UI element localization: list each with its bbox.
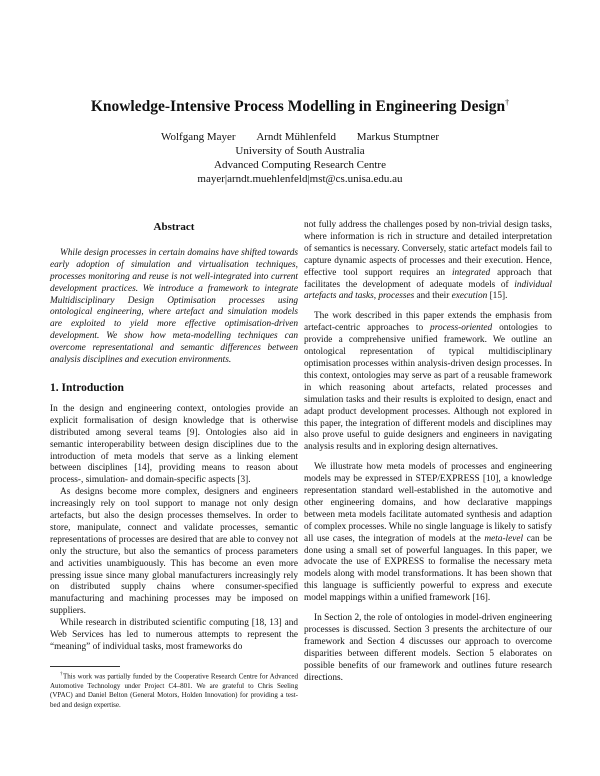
author-email: mayer|arndt.muehlenfeld|mst@cs.unisa.edu.au <box>197 173 403 185</box>
intro-paragraph: While research in distributed scientific computing [18, 13] and Web Services has led to numerous attempts to represent the “meaning” of individual tasks, most frameworks do <box>50 618 298 652</box>
intro-paragraph: In the design and engineering context, ontologies provide an explicit formalisation of design knowledge that is otherwise distributed among several teams [9]. Ontologies also aid in semantic interoperability between design disciplines due to the introduction of meta models that serve as a linking element between disciplines [14], providing means to reason about process-, simulation- and domain-specific aspects [3]. <box>50 403 298 486</box>
paper-title: Knowledge-Intensive Process Modelling in Engineering Design† <box>90 98 510 116</box>
author-names <box>0 130 600 144</box>
body-paragraph: not fully address the challenges posed by non-trivial design tasks, where information is rich in structure and detailed interpretation of semantics is necessary. Conversely, static artefact models fail to capture dynamic aspects of processes and their execution. Hence, effective tool support requires an integrated approach that facilitates the development of adequate models of individual artefacts and tasks, processes and their execution [15]. <box>304 220 552 302</box>
author-name: Arndt Mühlenfeld <box>256 131 337 143</box>
title-footnote-mark: † <box>505 98 510 107</box>
footnote <box>50 666 298 710</box>
footnote-divider <box>50 666 120 667</box>
section-heading-introduction: 1. Introduction <box>50 381 124 394</box>
body-paragraph: In Section 2, the role of ontologies in model-driven engineering processes is discussed. Section 3 presents the architecture of our framework and Section 4 discusses our approach to overcome disparities between different models. Section 5 elaborates on possible benefits of our framework and outlines future research directions. <box>304 613 552 683</box>
right-column <box>304 220 552 685</box>
affiliation: University of South Australia <box>235 145 365 157</box>
research-centre: Advanced Computing Research Centre <box>214 159 386 171</box>
body-paragraph: The work described in this paper extends the emphasis from artefact-centric approaches to process-oriented ontologies to provide a comprehensive unified framework. We outline an ontological representation of typical multidisciplinary optimisation processes within analysis-driven design processes. In this context, ontologies may serve as part of a reusable framework in which reasoning about artefacts, related processes and simulation tasks and their results is exploited to design, enact and adapt product development processes. Although not explored in this paper, the integration of different models and disciplines may also prove useful to guide designers and engineers in navigating analysis results and in exploring design alternatives. <box>304 311 552 453</box>
intro-paragraph: As designs become more complex, designers and engineers increasingly rely on tool support to manage not only design artefacts, but also the design processes themselves. In order to store, manipulate, connect and validate processes, semantic representations of processes are desired that are able to convey not only the structure, but also the semantics of process parameters and activities unambiguously. This has become an even more pressing issue since many global manufacturers increasingly rely on distributed supply chains where consumer-specified manufacturing and machining processes may be imposed on suppliers. <box>50 487 298 617</box>
author-name: Wolfgang Mayer <box>161 131 236 143</box>
abstract-heading: Abstract <box>153 221 195 233</box>
author-block <box>0 130 600 186</box>
left-column <box>50 222 298 654</box>
abstract-text: While design processes in certain domains have shifted towards early adoption of simulation and virtualisation techniques, processes monitoring and reuse is not well-integrated into current development practices. We introduce a framework to integrate Multidisciplinary Design Optimisation processes using ontological engineering, where artefact and simulation models are exploited to yield more effective optimisation-driven development. We show how meta-modelling techniques can overcome representational and semantic differences between analysis disciplines and execution environments. <box>50 247 298 366</box>
footnote-text: †This work was partially funded by the Cooperative Research Centre for Advanced Automotive Technology under Project C4–801. We are grateful to Chris Seeling (VPAC) and Daniel Belton (General Motors, Holden Innovation) for providing a test-bed and design expertise. <box>50 672 298 709</box>
author-name: Markus Stumptner <box>356 131 439 143</box>
body-paragraph: We illustrate how meta models of processes and engineering models may be expressed in STEP/EXPRESS [10], a knowledge representation standard well-established in the automotive and other engineering domains, and how declarative mappings between meta models facilitate automated synthesis and adaption of complex processes. While no single language is likely to satisfy all use cases, the integration of models at the meta-level can be done using a small set of powerful languages. In this paper, we advocate the use of EXPRESS to formalise the necessary meta models along with model transformations. It has been shown that this language is sufficiently powerful to express and execute model mappings within a unified framework [16]. <box>304 462 552 604</box>
